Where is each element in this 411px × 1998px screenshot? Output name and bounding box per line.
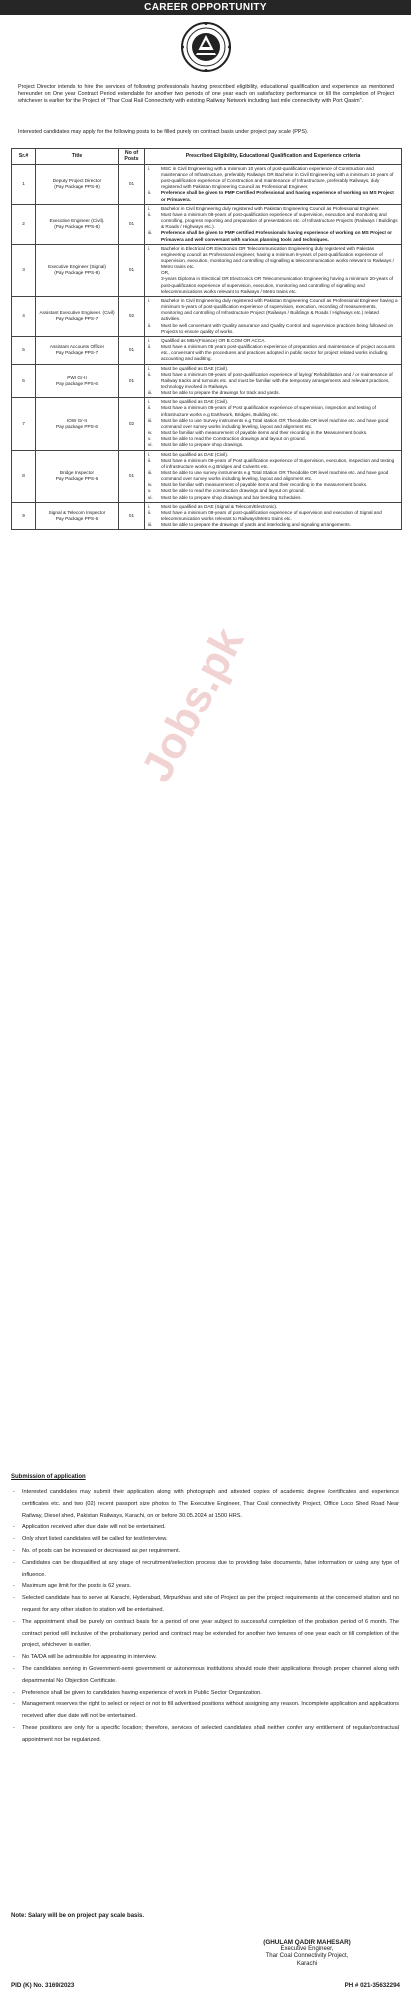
pay-package: Pay Package PPS-7: [55, 350, 99, 356]
criteria-numeral: i.: [148, 399, 151, 405]
criteria-cell: [145, 336, 402, 364]
criteria-numeral: iii.: [148, 390, 153, 396]
criteria-item: [147, 405, 399, 417]
table-row: [12, 336, 402, 364]
table-header-row: [12, 149, 402, 165]
list-item: - Only short listed candidates will be called for test/interview.: [11, 1534, 399, 1546]
criteria-cell: [145, 164, 402, 204]
criteria-text: Must have a minimum 08-years of Post qualification experience of Supervision, execution, inspection and testing of infrastructure works e.g Bridges and Culverts etc.: [161, 457, 395, 469]
header-sr: Sr.#: [12, 149, 36, 165]
criteria-numeral: i.: [148, 297, 151, 303]
criteria-text: Must be able to prepare shop drawings and bar bending Schedules.: [161, 494, 302, 500]
pay-package: (Pay Package PPS-8): [54, 270, 100, 276]
row-serial: 1: [12, 164, 36, 204]
submission-heading: Submission of application: [11, 1474, 86, 1480]
criteria-numeral: vi.: [148, 494, 153, 500]
post-count: 02: [119, 398, 145, 450]
criteria-numeral: i.: [148, 503, 151, 509]
list-item: - Selected candidate has to serve at Karachi, Hyderabad, Mirpurkhas and site of Project as per the project requirements at the concerned station and no request for any other station to station will be entertained.: [11, 1593, 399, 1617]
criteria-item: [147, 230, 399, 242]
criteria-text: Bachelor in Electrical OR Electronics OR Telecommunication Engineering duly registered with Pakistan engineering council as Professional engineer, having a minimum 8-years of post-qualification experience of supervision, execution, monitoring and controlling of signalling & telecommunication works relevant to Railways / Metro trains etc.: [161, 245, 394, 270]
post-title: Bridge Inspector: [59, 470, 95, 475]
criteria-text: Qualified as MBA(Finance) OR B.COM OR ACCA.: [161, 337, 266, 343]
criteria-numeral: i.: [148, 365, 151, 371]
post-count: 01: [119, 450, 145, 502]
header-criteria: Prescribed Eligibility, Educational Qualification and Experience criteria: [145, 149, 402, 165]
pay-package: Pay package PPS-6: [56, 423, 98, 429]
row-serial: 2: [12, 204, 36, 244]
list-item: - No. of posts can be increased or decreased as per requirement.: [11, 1546, 399, 1558]
post-title: Assistant Accounts Officer: [49, 344, 105, 350]
criteria-numeral: vi.: [148, 442, 153, 448]
criteria-text: Bachelor in Civil Engineering duly registered with Pakistan Engineering Council as Professional Engineer.: [161, 205, 380, 211]
criteria-text: Must be familiar with measurement of payable items and their recording in the Measurement books.: [161, 430, 368, 436]
page-title: CAREER OPPORTUNITY: [0, 0, 411, 15]
post-title: Executive Engineer (Civil).: [49, 218, 105, 224]
criteria-numeral: ii.: [148, 405, 152, 411]
list-item: - Interested candidates may submit their application along with photograph and attested copies of academic degree /certificates and experience certificates etc. and two (02) recent passport size photos to The Executive Engineer, Thar Coal connectivity Project, Office Loco Shed Road Near Railway, Diesel shed, Pakistan Railways, Karachi, on or before 30.05.2024 at 1500 HRS.: [11, 1487, 399, 1522]
criteria-text: Must have a minimum 05 years post-qualification experience of preparation and maintenance of project accounts etc., conversant with the procedures and practices adopted in public sector for project related works including accounting and auditing.: [161, 344, 395, 362]
criteria-numeral: ii.: [148, 344, 152, 350]
criteria-text: 3-years Diploma in Electrical OR Electronics OR Telecommunication Engineering having a minimum 20-years of post-qualification experience of supervision, execution, monitoring and controlling of signalling and telecommunications works relevant to Railways / Metro trains etc.: [161, 276, 394, 294]
criteria-item: [147, 522, 399, 528]
list-item: - The candidates serving in Government-semi government or autonomous institutions should route their applications through proper channel along with departmental No Objection Certificate.: [11, 1664, 399, 1688]
criteria-numeral: iv.: [148, 430, 153, 436]
criteria-item: [147, 212, 399, 230]
post-count: 01: [119, 364, 145, 398]
criteria-item: [147, 246, 399, 271]
criteria-numeral: i.: [148, 165, 151, 171]
table-row: [12, 450, 402, 502]
table-row: [12, 204, 402, 244]
criteria-text: Must be able to use survey instruments e.g Total Station OR Theodolite OR level machine etc. and have good command over survey works including leveling, layout and alignment etc.: [161, 470, 389, 482]
criteria-item: [147, 276, 399, 294]
criteria-numeral: i.: [148, 205, 151, 211]
criteria-item: [147, 510, 399, 522]
criteria-text: Must be familiar with measurement of payable items and their recording in the measurement books.: [161, 482, 368, 488]
row-serial: 4: [12, 296, 36, 336]
list-item: - These positions are only for a specific location; therefore, services of selected candidates shall neither confer any entitlement of regular/contractual appointment nor be regularized.: [11, 1723, 399, 1747]
criteria-text: Must be qualified as DAE (Civil).: [161, 399, 229, 405]
criteria-numeral: v.: [148, 436, 152, 442]
criteria-text: Must be qualified as DAE (Signal & Telecom/Electronic).: [161, 503, 278, 509]
row-serial: 8: [12, 450, 36, 502]
pay-package: (Pay Package PPS-9): [54, 184, 100, 190]
criteria-numeral: iii.: [148, 230, 153, 236]
row-title-cell: [36, 450, 119, 502]
criteria-item: [147, 495, 399, 501]
criteria-numeral: iii.: [148, 417, 153, 423]
post-title: Assistant Executive Engineer. (Civil): [39, 310, 115, 316]
criteria-text: Preference shall be given to PMP Certified Professional and having experience of working on MS Project or Primavera.: [161, 190, 394, 202]
pid-number: PID (K) No. 3169/2023: [11, 1982, 75, 1989]
signatory-city: Karachi: [296, 1960, 318, 1967]
criteria-text: Must be qualified as DAE (Civil).: [161, 451, 229, 457]
posts-table-body: [12, 164, 402, 530]
list-item: - Preference shall be given to candidates having experience of work in Public Sector Organization.: [11, 1688, 399, 1700]
criteria-item: [147, 372, 399, 390]
criteria-text: Preference shall be given to PMP certified Professionals having experience of working on MS Project or Primavera and well conversant with various planning tools and techniques.: [161, 230, 392, 242]
criteria-numeral: iii.: [148, 470, 153, 475]
table-row: [12, 296, 402, 336]
criteria-numeral: i.: [148, 451, 151, 457]
post-count: 01: [119, 502, 145, 530]
post-count: 01: [119, 244, 145, 296]
post-title: IOW Gr-II: [66, 417, 88, 423]
criteria-item: [147, 190, 399, 202]
list-item: - No TA/DA will be admissible for appearing in interview.: [11, 1652, 399, 1664]
row-title-cell: [36, 336, 119, 364]
criteria-cell: [145, 502, 402, 530]
criteria-numeral: ii.: [148, 457, 152, 463]
criteria-numeral: ii.: [148, 190, 152, 196]
criteria-text: OR,: [161, 270, 170, 276]
criteria-text: Must have a minimum 08-years of Post qualification experience of supervision, inspection and testing of infrastructure works e.g Earthwork, Bridges, Building etc.: [161, 405, 376, 417]
criteria-item: [147, 390, 399, 396]
table-row: [12, 398, 402, 450]
list-item: - Candidates can be disqualified at any stage of recruitment/selection process due to providing fake documents, false information or using any type of influence.: [11, 1558, 399, 1582]
criteria-text: Must have a minimum 08-years of post-qualification experience of supervision and execution of Signal and telecommunication works relevant to Railways/Metro trains etc.: [161, 509, 382, 522]
criteria-cell: [145, 450, 402, 502]
criteria-cell: [145, 244, 402, 296]
post-count: 01: [119, 336, 145, 364]
post-count: 02: [119, 296, 145, 336]
criteria-item: [147, 442, 399, 448]
criteria-item: [147, 323, 399, 335]
criteria-item: [147, 298, 399, 323]
list-item: - Management reserves the right to select or reject or not to fill advertised positions without assigning any reason. Incomplete application and applications received after due date will not be entertained.: [11, 1699, 399, 1723]
row-serial: 5: [12, 336, 36, 364]
signature-block: [222, 1939, 392, 1968]
criteria-cell: [145, 398, 402, 450]
criteria-text: Must be well conversant with Quality assurance and Quality Control and supervision practices being followed on Projects to ensure quality of works.: [161, 322, 394, 334]
criteria-item: [147, 458, 399, 470]
row-serial: 9: [12, 502, 36, 530]
row-serial: 6: [12, 364, 36, 398]
criteria-numeral: i.: [148, 245, 151, 251]
criteria-item: [147, 344, 399, 362]
intro-paragraph: Project Director intends to hire the services of following professionals having prescribed eligibility, educational qualification and experience as mentioned hereunder on One year Contract Period extendable for another two periods of one year each on satisfactory performance or till the completion of Project whichever is earlier for the Project of "Thar Coal Rail Connectivity with existing Railway Network including last mile connectivity with Port Qasim".: [18, 84, 394, 105]
criteria-numeral: i.: [148, 337, 151, 343]
criteria-text: Must be able to prepare shop drawings.: [161, 442, 244, 448]
post-title: Executive Engineer (Signal): [48, 264, 106, 270]
criteria-text: Must have a minimum 08-years of post-qualification experience of supervision, execution and monitoring and controlling, progress reporting and preparation of presentations etc. of Infrastructure Projects (Railways / Buildings & Roads / Highways etc.).: [161, 211, 398, 230]
pay-package: Pay Package PPS-6: [55, 476, 99, 482]
row-serial: 7: [12, 398, 36, 450]
table-row: [12, 364, 402, 398]
posts-table: [11, 148, 402, 530]
criteria-text: Must be able to prepare the drawings for track and yards.: [161, 390, 280, 396]
criteria-text: Must have a minimum 09-years of post-qualification experience of laying/ Rehabilitation and / or maintenance of Railway tracks and turnouts etc. and must be familiar with the temporary arrangements and relevant practices, technology involved in Railways.: [161, 371, 393, 389]
criteria-text: Must be able to read the Construction drawings and layout on ground.: [161, 436, 306, 442]
criteria-numeral: ii.: [148, 371, 152, 377]
table-row: [12, 164, 402, 204]
list-item: - Maximum age limit for the posts is 62 years.: [11, 1581, 399, 1593]
railways-emblem-icon: [180, 21, 232, 73]
row-title-cell: [36, 364, 119, 398]
signatory-name: (GHULAM QADIR MAHESAR): [263, 1939, 351, 1946]
post-count: 01: [119, 164, 145, 204]
criteria-text: Must be able to prepare the drawings of yards and interlocking and signaling arrangements.: [161, 522, 351, 528]
post-title: PWI Gr-II: [67, 374, 87, 380]
criteria-cell: [145, 204, 402, 244]
pay-package: Pay Package PPS-6: [55, 516, 99, 522]
table-row: [12, 502, 402, 530]
criteria-numeral: ii.: [148, 322, 152, 328]
criteria-numeral: iv.: [148, 482, 153, 488]
row-serial: 3: [12, 244, 36, 296]
criteria-numeral: iii.: [148, 522, 153, 528]
pay-package: Pay Package PPS-7: [55, 316, 99, 322]
criteria-text: MSC in Civil Engineering with a minimum 10 years of post-qualification experience of Construction and maintenance of Infrastructure, preferably Railways OR Bachelor in Civil Engineering with a minimum 10 years of post-qualification experience of Construction and maintenance of Infrastructure, preferably Railways, duly registered with Pakistan Engineering Council as Professional Engineer.: [161, 165, 394, 190]
list-item: - The appointment shall be purely on contract basis for a period of one year subject to successful completion of the probation period of 6 month. The contract period will inclusive of the probationary period and contract may be extended for another two tenures of one year each or till completion of the project, whichever is earlier.: [11, 1617, 399, 1652]
criteria-text: Must be qualified as DAE (Civil).: [161, 365, 229, 371]
criteria-text: Bachelor in Civil Engineering duly registered with Pakistan Engineering Council as Professional Engineer having a minimum 5-years of post-qualification experience of supervision, execution, recording of measurements, monitoring and controlling of Infrastructure Project (Railways / Buildings & Roads / Highways etc.) related activities.: [161, 297, 398, 322]
pay-package: Pay package PPS-6: [56, 380, 98, 386]
salary-note: Note: Salary will be on project pay scale basis.: [11, 1913, 145, 1919]
criteria-item: [147, 166, 399, 191]
table-row: [12, 244, 402, 296]
phone-number: PH # 021-35632294: [344, 1982, 400, 1989]
row-title-cell: [36, 398, 119, 450]
row-title-cell: [36, 204, 119, 244]
criteria-numeral: [147, 276, 161, 294]
row-title-cell: [36, 244, 119, 296]
criteria-text: Must be able to read the construction drawings and layout on ground.: [161, 488, 305, 494]
submission-list: [11, 1487, 399, 1747]
criteria-text: Must be able to use Survey instruments e.g Total station OR Theodolite OR level machine etc. and have good command over survey works including leveling, layout and alignment etc.: [161, 417, 389, 429]
header-posts: No of Posts: [119, 149, 145, 165]
criteria-numeral: ii.: [148, 211, 152, 217]
post-title: Signal & Telecom Inspector: [48, 509, 106, 515]
post-count: 01: [119, 204, 145, 244]
interested-paragraph: Interested candidates may apply for the following posts to be filled purely on contract basis under project pay scale (PPS).: [18, 129, 309, 135]
signatory-title: Executive Engineer,: [280, 1946, 334, 1953]
criteria-numeral: ii.: [148, 509, 152, 515]
row-title-cell: [36, 502, 119, 530]
criteria-item: [147, 418, 399, 430]
criteria-numeral: v.: [148, 488, 152, 494]
row-title-cell: [36, 296, 119, 336]
row-title-cell: [36, 164, 119, 204]
pay-package: (Pay Package PPS-8): [54, 224, 100, 230]
criteria-item: [147, 470, 399, 482]
criteria-cell: [145, 364, 402, 398]
criteria-cell: [145, 296, 402, 336]
header-title: Title: [36, 149, 119, 165]
watermark: Jobs.pk: [132, 619, 254, 790]
post-title: Deputy Project Director: [52, 178, 102, 184]
list-item: - Application received after due date will not be entertained.: [11, 1522, 399, 1534]
signatory-project: Thar Coal Connectivity Project,: [265, 1953, 349, 1960]
